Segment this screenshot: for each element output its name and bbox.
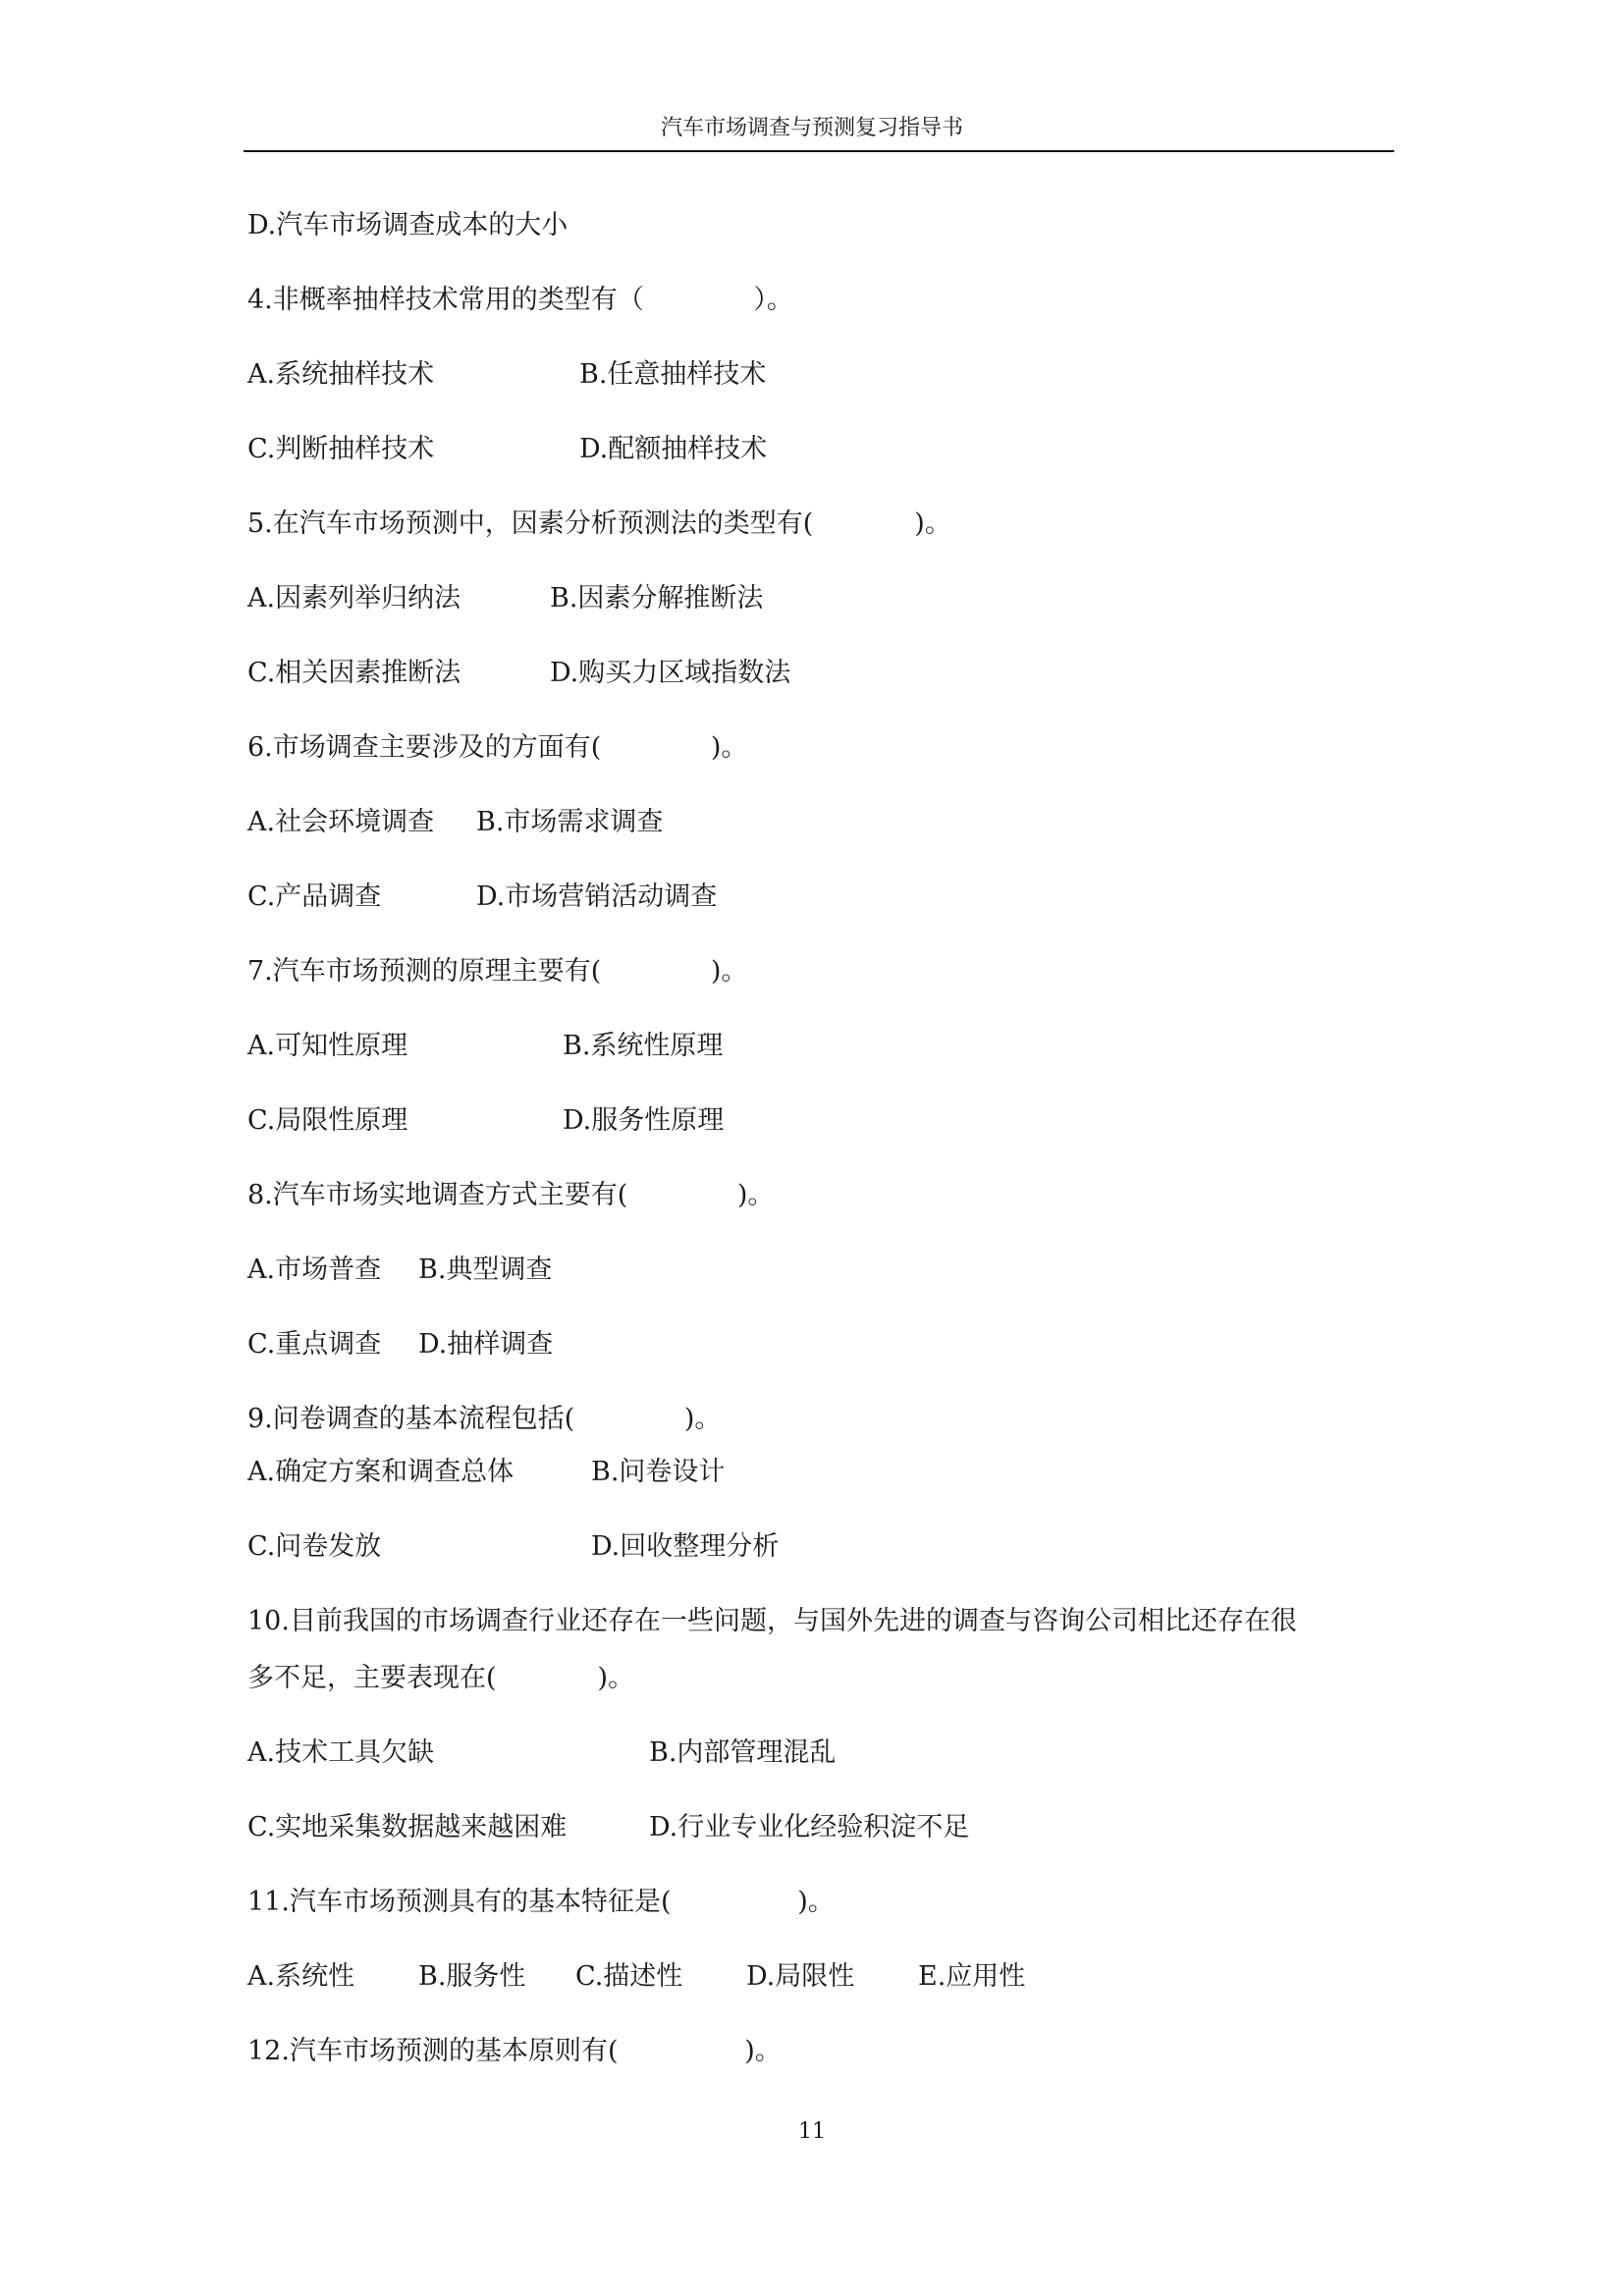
question-11-stem: 11.汽车市场预测具有的基本特征是( )。 bbox=[247, 1887, 835, 1917]
question-10-option-a: A.技术工具欠缺 bbox=[247, 1737, 435, 1768]
question-5-option-a: A.因素列举归纳法 bbox=[247, 583, 461, 614]
question-11-option-a: A.系统性 bbox=[247, 1961, 355, 1992]
question-4-option-b: B.任意抽样技术 bbox=[579, 359, 767, 390]
question-6-option-a: A.社会环境调查 bbox=[247, 807, 435, 837]
question-9-option-c: C.问卷发放 bbox=[247, 1531, 382, 1562]
question-5-stem: 5.在汽车市场预测中，因素分析预测法的类型有( )。 bbox=[247, 508, 951, 539]
question-12-stem: 12.汽车市场预测的基本原则有( )。 bbox=[247, 2036, 782, 2066]
question-8-option-c: C.重点调查 bbox=[247, 1329, 382, 1360]
question-6-option-d: D.市场营销活动调查 bbox=[476, 881, 718, 912]
question-10-stem-line2: 多不足，主要表现在( )。 bbox=[247, 1663, 635, 1693]
question-10-option-b: B.内部管理混乱 bbox=[649, 1737, 837, 1768]
question-8-option-d: D.抽样调查 bbox=[418, 1329, 554, 1360]
question-10-stem-line1: 10.目前我国的市场调查行业还存在一些问题，与国外先进的调查与咨询公司相比还存在很 bbox=[247, 1606, 1297, 1636]
question-5-option-b: B.因素分解推断法 bbox=[550, 583, 764, 614]
question-11-option-c: C.描述性 bbox=[575, 1961, 683, 1992]
page-number: 11 bbox=[798, 2119, 826, 2144]
question-11-option-d: D.局限性 bbox=[746, 1961, 855, 1992]
question-6-stem: 6.市场调查主要涉及的方面有( )。 bbox=[247, 732, 748, 763]
question-8-option-b: B.典型调查 bbox=[418, 1255, 553, 1285]
question-4-option-c: C.判断抽样技术 bbox=[247, 434, 435, 464]
question-7-option-b: B.系统性原理 bbox=[563, 1031, 724, 1061]
question-7-option-a: A.可知性原理 bbox=[247, 1031, 408, 1061]
question-8-option-a: A.市场普查 bbox=[247, 1255, 382, 1285]
question-10-option-c: C.实地采集数据越来越困难 bbox=[247, 1812, 568, 1842]
question-9-option-a: A.确定方案和调查总体 bbox=[247, 1457, 514, 1487]
question-9-option-d: D.回收整理分析 bbox=[591, 1531, 780, 1562]
question-4-option-d: D.配额抽样技术 bbox=[579, 434, 768, 464]
question-6-option-b: B.市场需求调查 bbox=[476, 807, 664, 837]
question-7-stem: 7.汽车市场预测的原理主要有( )。 bbox=[247, 956, 748, 987]
question-5-option-c: C.相关因素推断法 bbox=[247, 658, 461, 688]
question-4-stem: 4.非概率抽样技术常用的类型有（ ）。 bbox=[247, 285, 793, 315]
question-9-option-b: B.问卷设计 bbox=[591, 1457, 726, 1487]
question-9-stem: 9.问卷调查的基本流程包括( )。 bbox=[247, 1404, 722, 1434]
question-7-option-c: C.局限性原理 bbox=[247, 1105, 408, 1136]
question-7-option-d: D.服务性原理 bbox=[563, 1105, 725, 1136]
question-11-option-b: B.服务性 bbox=[418, 1961, 526, 1992]
header-title: 汽车市场调查与预测复习指导书 bbox=[660, 116, 963, 140]
question-4-option-a: A.系统抽样技术 bbox=[247, 359, 435, 390]
question-6-option-c: C.产品调查 bbox=[247, 881, 382, 912]
question-10-option-d: D.行业专业化经验积淀不足 bbox=[649, 1812, 970, 1842]
question-11-option-e: E.应用性 bbox=[918, 1961, 1026, 1992]
header-rule bbox=[244, 150, 1394, 152]
intro-option: D.汽车市场调查成本的大小 bbox=[247, 210, 568, 240]
question-8-stem: 8.汽车市场实地调查方式主要有( )。 bbox=[247, 1180, 775, 1210]
question-5-option-d: D.购买力区域指数法 bbox=[550, 658, 791, 688]
